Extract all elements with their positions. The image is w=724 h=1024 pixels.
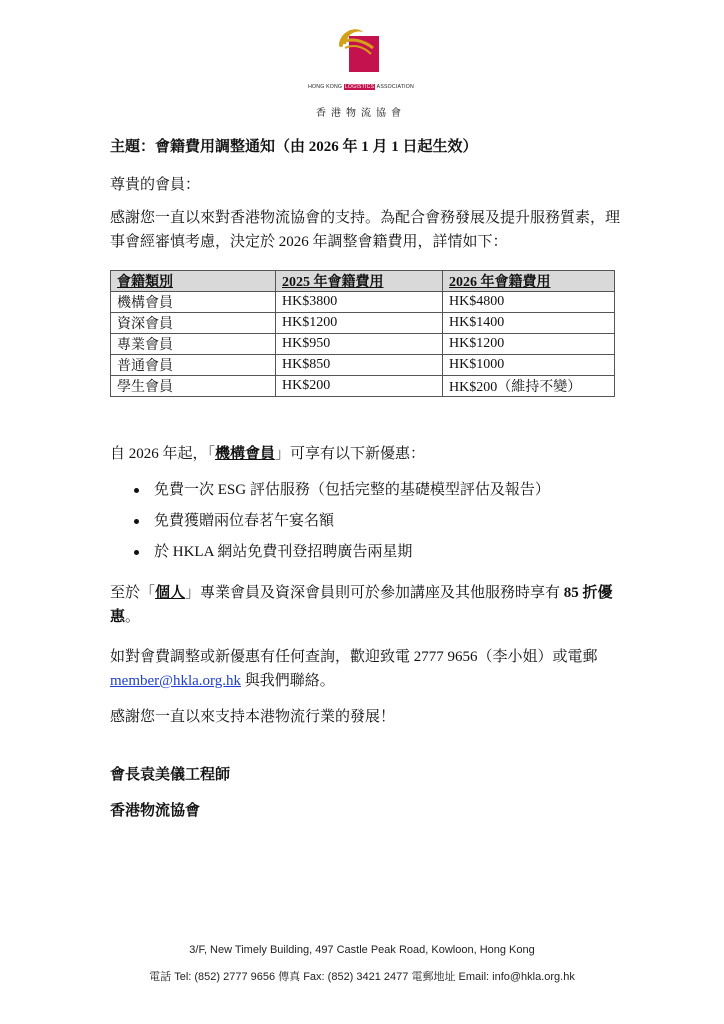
salutation: 尊貴的會員： — [110, 177, 201, 193]
subject-line: 主題：會籍費用調整通知（由 2026 年 1 月 1 日起生效） — [110, 139, 478, 155]
logo-english-name: HONG KONG LOGISTICS ASSOCIATION — [308, 84, 414, 90]
membership-type: 學生會員 — [111, 376, 276, 397]
footer-address: 3/F, New Timely Building, 497 Castle Peak Road, Kowloon, Hong Kong — [189, 944, 535, 956]
fee-2025: HK$1200 — [276, 313, 443, 334]
contact-paragraph: 如對會費調整或新優惠有任何查詢，歡迎致電 2777 9656（李小姐）或電郵 member@hkla.org.hk 與我們聯絡。 — [110, 649, 598, 689]
benefits-intro: 自 2026 年起，「機構會員」可享有以下新優惠： — [110, 446, 426, 462]
table-row — [111, 334, 615, 355]
membership-type: 資深會員 — [111, 313, 276, 334]
discount-highlight: 85 折優惠 — [110, 585, 613, 625]
header-category: 會籍類別 — [111, 271, 276, 292]
table-row — [111, 355, 615, 376]
membership-type: 專業會員 — [111, 334, 276, 355]
fee-2025: HK$200 — [276, 376, 443, 397]
fee-2026: HK$1400 — [443, 313, 615, 334]
table-row — [111, 313, 615, 334]
benefits-list — [110, 478, 550, 571]
signature-name: 會長袁美儀工程師 — [110, 767, 231, 783]
signature-organization: 香港物流協會 — [110, 803, 201, 819]
fee-2026: HK$1000 — [443, 355, 615, 376]
closing-line: 感謝您一直以來支持本港物流行業的發展！ — [110, 709, 396, 725]
fee-2026: HK$1200 — [443, 334, 615, 355]
fee-2025: HK$850 — [276, 355, 443, 376]
header-fee-2025: 2025 年會籍費用 — [276, 271, 443, 292]
intro-paragraph: 感謝您一直以來對香港物流協會的支持。為配合會務發展及提升服務質素，理事會經審慎考慮，決定於 2026 年調整會籍費用，詳情如下： — [110, 210, 621, 250]
membership-type: 機構會員 — [111, 292, 276, 313]
table-row — [111, 376, 615, 397]
fee-2026: HK$4800 — [443, 292, 615, 313]
list-item: 於 HKLA 網站免費刊登招聘廣告兩星期 — [110, 540, 550, 571]
table-row — [111, 292, 615, 313]
individual-highlight: 個人 — [155, 585, 186, 601]
individual-discount-paragraph: 至於「個人」專業會員及資深會員則可於參加講座及其他服務時享有 85 折優惠。 — [110, 585, 613, 625]
association-logo — [305, 22, 417, 119]
logo-chinese-name: 香港物流協會 — [316, 108, 406, 119]
fee-table-header — [111, 271, 615, 292]
list-item: 免費獲贈兩位春茗午宴名額 — [110, 509, 550, 540]
fee-table — [110, 270, 615, 397]
fee-2025: HK$950 — [276, 334, 443, 355]
hkla-logo-icon — [333, 24, 389, 76]
corporate-member-highlight: 機構會員 — [215, 446, 276, 462]
header-fee-2026: 2026 年會籍費用 — [443, 271, 615, 292]
list-item: 免費一次 ESG 評估服務（包括完整的基礎模型評估及報告） — [110, 478, 550, 509]
footer-contact: 電話 Tel: (852) 2777 9656 傳真 Fax: (852) 3421 2477 電郵地址 Email: info@hkla.org.hk — [149, 971, 575, 983]
email-link[interactable]: member@hkla.org.hk — [110, 673, 242, 689]
fee-2025: HK$3800 — [276, 292, 443, 313]
fee-2026: HK$200（維持不變） — [443, 376, 615, 397]
membership-type: 普通會員 — [111, 355, 276, 376]
